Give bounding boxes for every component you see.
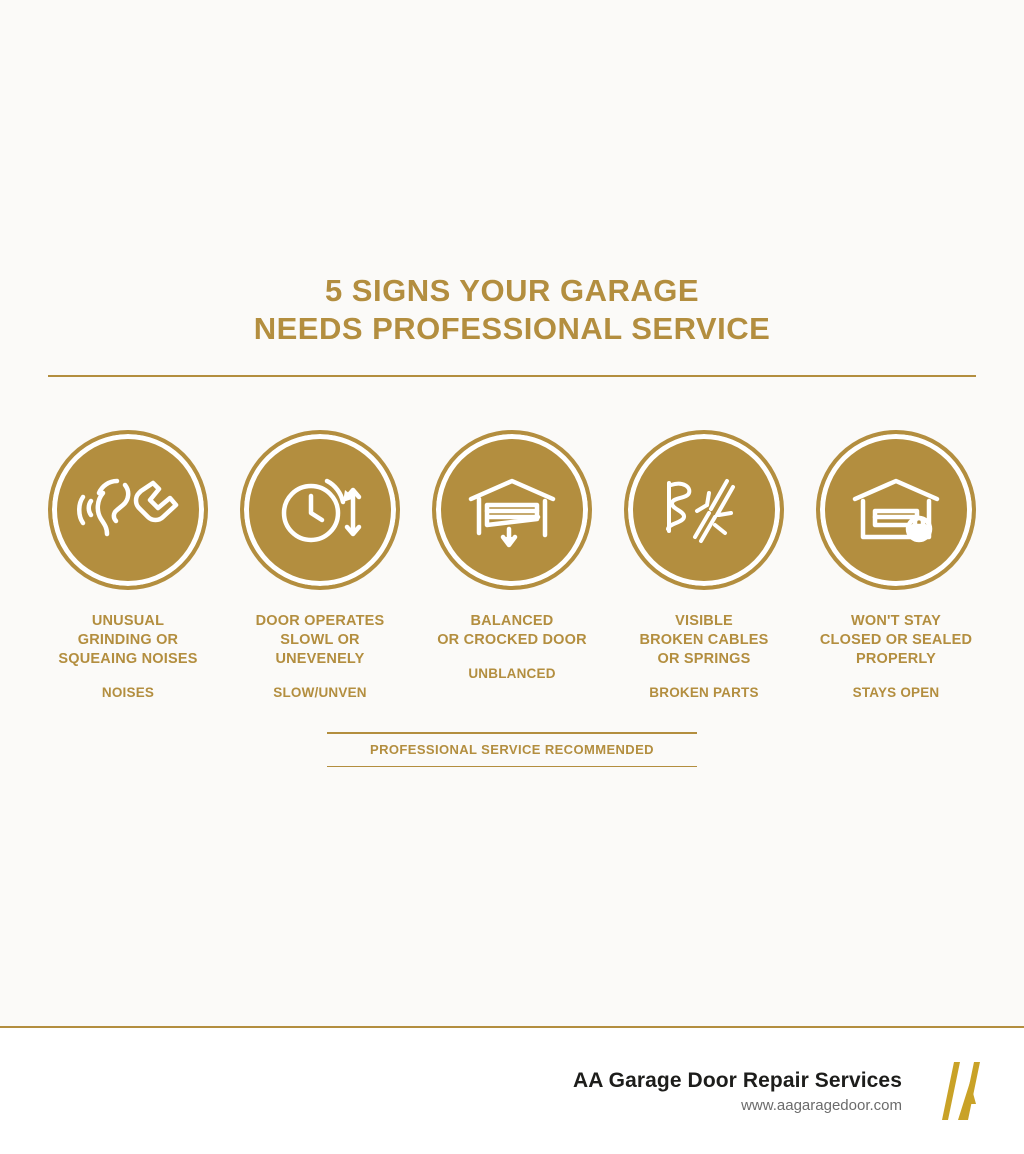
page-title [0,272,1024,348]
footer-text-block [573,1069,902,1114]
sign-title [820,612,972,669]
sign-title-line: BROKEN CABLES [639,632,769,648]
title-line-2: NEEDS PROFESSIONAL SERVICE [253,311,771,346]
sign-title [58,612,197,669]
badge-slow [240,430,400,590]
sign-title-line: GRINDING OR [77,632,179,648]
sign-title [256,612,385,669]
clock-speed-icon [265,455,375,565]
company-name: AA Garage Door Repair Services [572,1068,902,1092]
sign-title-line: UNUSUAL [91,613,165,629]
badge-broken-parts [624,430,784,590]
title-line-1: 5 SIGNS YOUR GARAGE [324,273,700,308]
footnote-text: PROFESSIONAL SERVICE RECOMMENDED [370,741,654,757]
company-website[interactable]: www.aagaragedoor.com [741,1096,902,1114]
tilted-garage-door-icon [457,455,567,565]
broken-spring-cable-icon [649,455,759,565]
sign-card-noises [40,430,216,700]
sign-tag: STAYS OPEN [852,685,940,700]
badge-stays-open [816,430,976,590]
sign-title-line: SQUEAING NOISES [58,651,198,667]
sign-title-line: DOOR OPERATES [255,613,385,629]
badge-unbalanced [432,430,592,590]
badge-noises [48,430,208,590]
sign-card-broken-parts [616,430,792,700]
ear-wrench-noise-icon [73,455,183,565]
sign-title-line: WON'T STAY [850,613,942,629]
sign-tag: SLOW/UNVEN [273,685,367,700]
sign-tag: UNBLANCED [468,666,556,681]
footnote-bottom-divider [327,766,697,768]
sign-card-stays-open [808,430,984,700]
sign-card-slow [232,430,408,700]
sign-tag: NOISES [101,685,155,700]
sign-title-line: SLOWL OR [280,632,360,648]
title-divider [48,375,976,377]
footer [0,1028,1024,1154]
sign-title-line: CLOSED OR SEALED [819,632,973,648]
sign-card-unbalanced [424,430,600,700]
sign-tag: BROKEN PARTS [649,685,759,700]
sign-title-line: OR SPRINGS [657,651,751,667]
sign-title-line: VISIBLE [675,613,733,629]
sign-title [437,612,587,650]
sign-title-line: PROPERLY [855,651,937,667]
sign-title-line: BALANCED [470,613,554,629]
aa-monogram-logo [924,1060,988,1122]
garage-lock-icon [841,455,951,565]
sign-title-line: OR CROCKED DOOR [437,632,587,648]
sign-title [639,612,768,669]
signs-list [40,430,984,700]
sign-title-line: UNEVENELY [275,651,365,667]
footnote-block [0,732,1024,767]
